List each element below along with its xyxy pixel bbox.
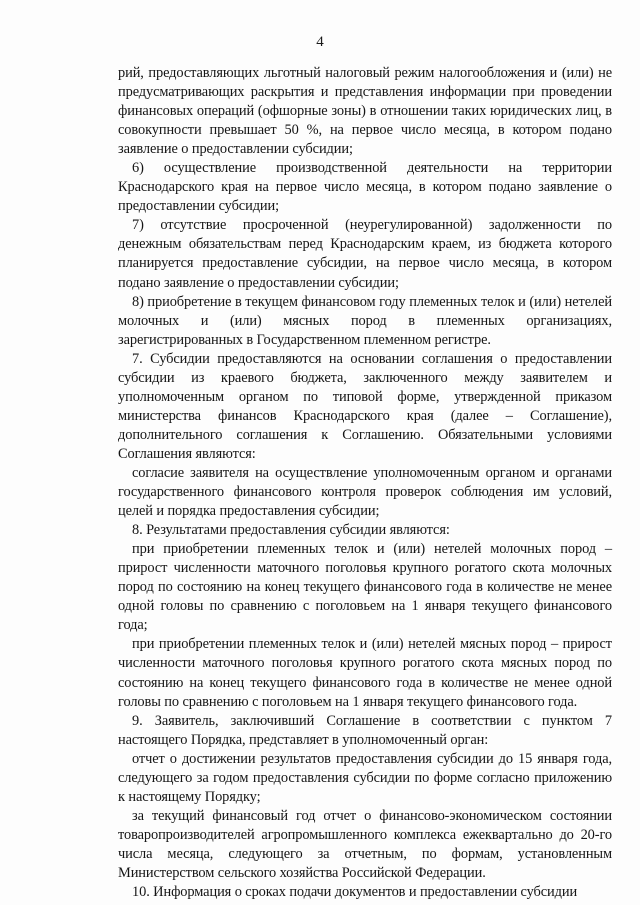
paragraph: 6) осуществление производственной деятельности на территории Краснодарского края на первое число месяца, в котором подано заявление о предоставлении субсидии; [118, 160, 612, 215]
paragraph: при приобретении племенных телок и (или) нетелей молочных пород – прирост численности маточного поголовья крупного рогатого скота молочных пород по состоянию на конец текущего финансового года в количестве не менее одной головы по сравнению с поголовьем на 1 января текущего финансового года; [118, 541, 612, 634]
paragraph: рий, предоставляющих льготный налоговый режим налогообложения и (или) не предусматривающих раскрытия и представления информации при проведении финансовых операций (офшорные зоны) в отношении таких юридических лиц, в совокупности превышает 50 %, на первое число месяца, в котором подано заявление о предоставлении субсидии; [118, 65, 612, 158]
paragraph: 10. Информация о сроках подачи документов и предоставлении субсидии [132, 884, 578, 901]
paragraph: 7) отсутствие просроченной (неурегулированной) задолженности по денежным обязательствам перед Краснодарским краем, из бюджета которого планируется предоставление субсидии, на первое число месяца, в котором подано заявление о предоставлении субсидии; [118, 217, 612, 291]
paragraph: 7. Субсидии предоставляются на основании соглашения о предоставлении субсидии из краевого бюджета, заключенного между заявителем и уполномоченным органом по типовой форме, утвержденной приказом министерства финансов Краснодарского края (далее – Соглашение), дополнительного соглашения к Соглашению. Обязательными условиями Соглашения являются: [118, 350, 612, 462]
paragraph: за текущий финансовый год отчет о финансово-экономическом состоянии товаропроизводителей агропромышленного комплекса ежеквартально до 20-го числа месяца, следующего за отчетным, по формам, установленным Министерством сельского хозяйства Российской Федерации. [118, 807, 612, 881]
paragraph: согласие заявителя на осуществление уполномоченным органом и органами государственного финансового контроля проверок соблюдения им условий, целей и порядка предоставления субсидии; [118, 464, 612, 520]
document-body [118, 64, 612, 902]
paragraph: 8) приобретение в текущем финансовом году племенных телок и (или) нетелей молочных и (или) мясных пород в племенных организациях, зарегистрированных в Государственном племенном регистре. [118, 293, 612, 348]
paragraph: отчет о достижении результатов предоставления субсидии до 15 января года, следующего за годом предоставления субсидии по форме согласно приложению к настоящему Порядку; [118, 750, 612, 805]
paragraph: 9. Заявитель, заключивший Соглашение в соответствии с пунктом 7 настоящего Порядка, представляет в уполномоченный орган: [118, 712, 612, 748]
paragraph: 8. Результатами предоставления субсидии являются: [132, 522, 450, 539]
page-number: 4 [316, 34, 324, 50]
paragraph: при приобретении племенных телок и (или) нетелей мясных пород – прирост численности маточного поголовья крупного рогатого скота мясных пород по состоянию на конец текущего финансового года в количестве не менее одной головы по сравнению с поголовьем на 1 января текущего финансового года. [118, 636, 612, 710]
